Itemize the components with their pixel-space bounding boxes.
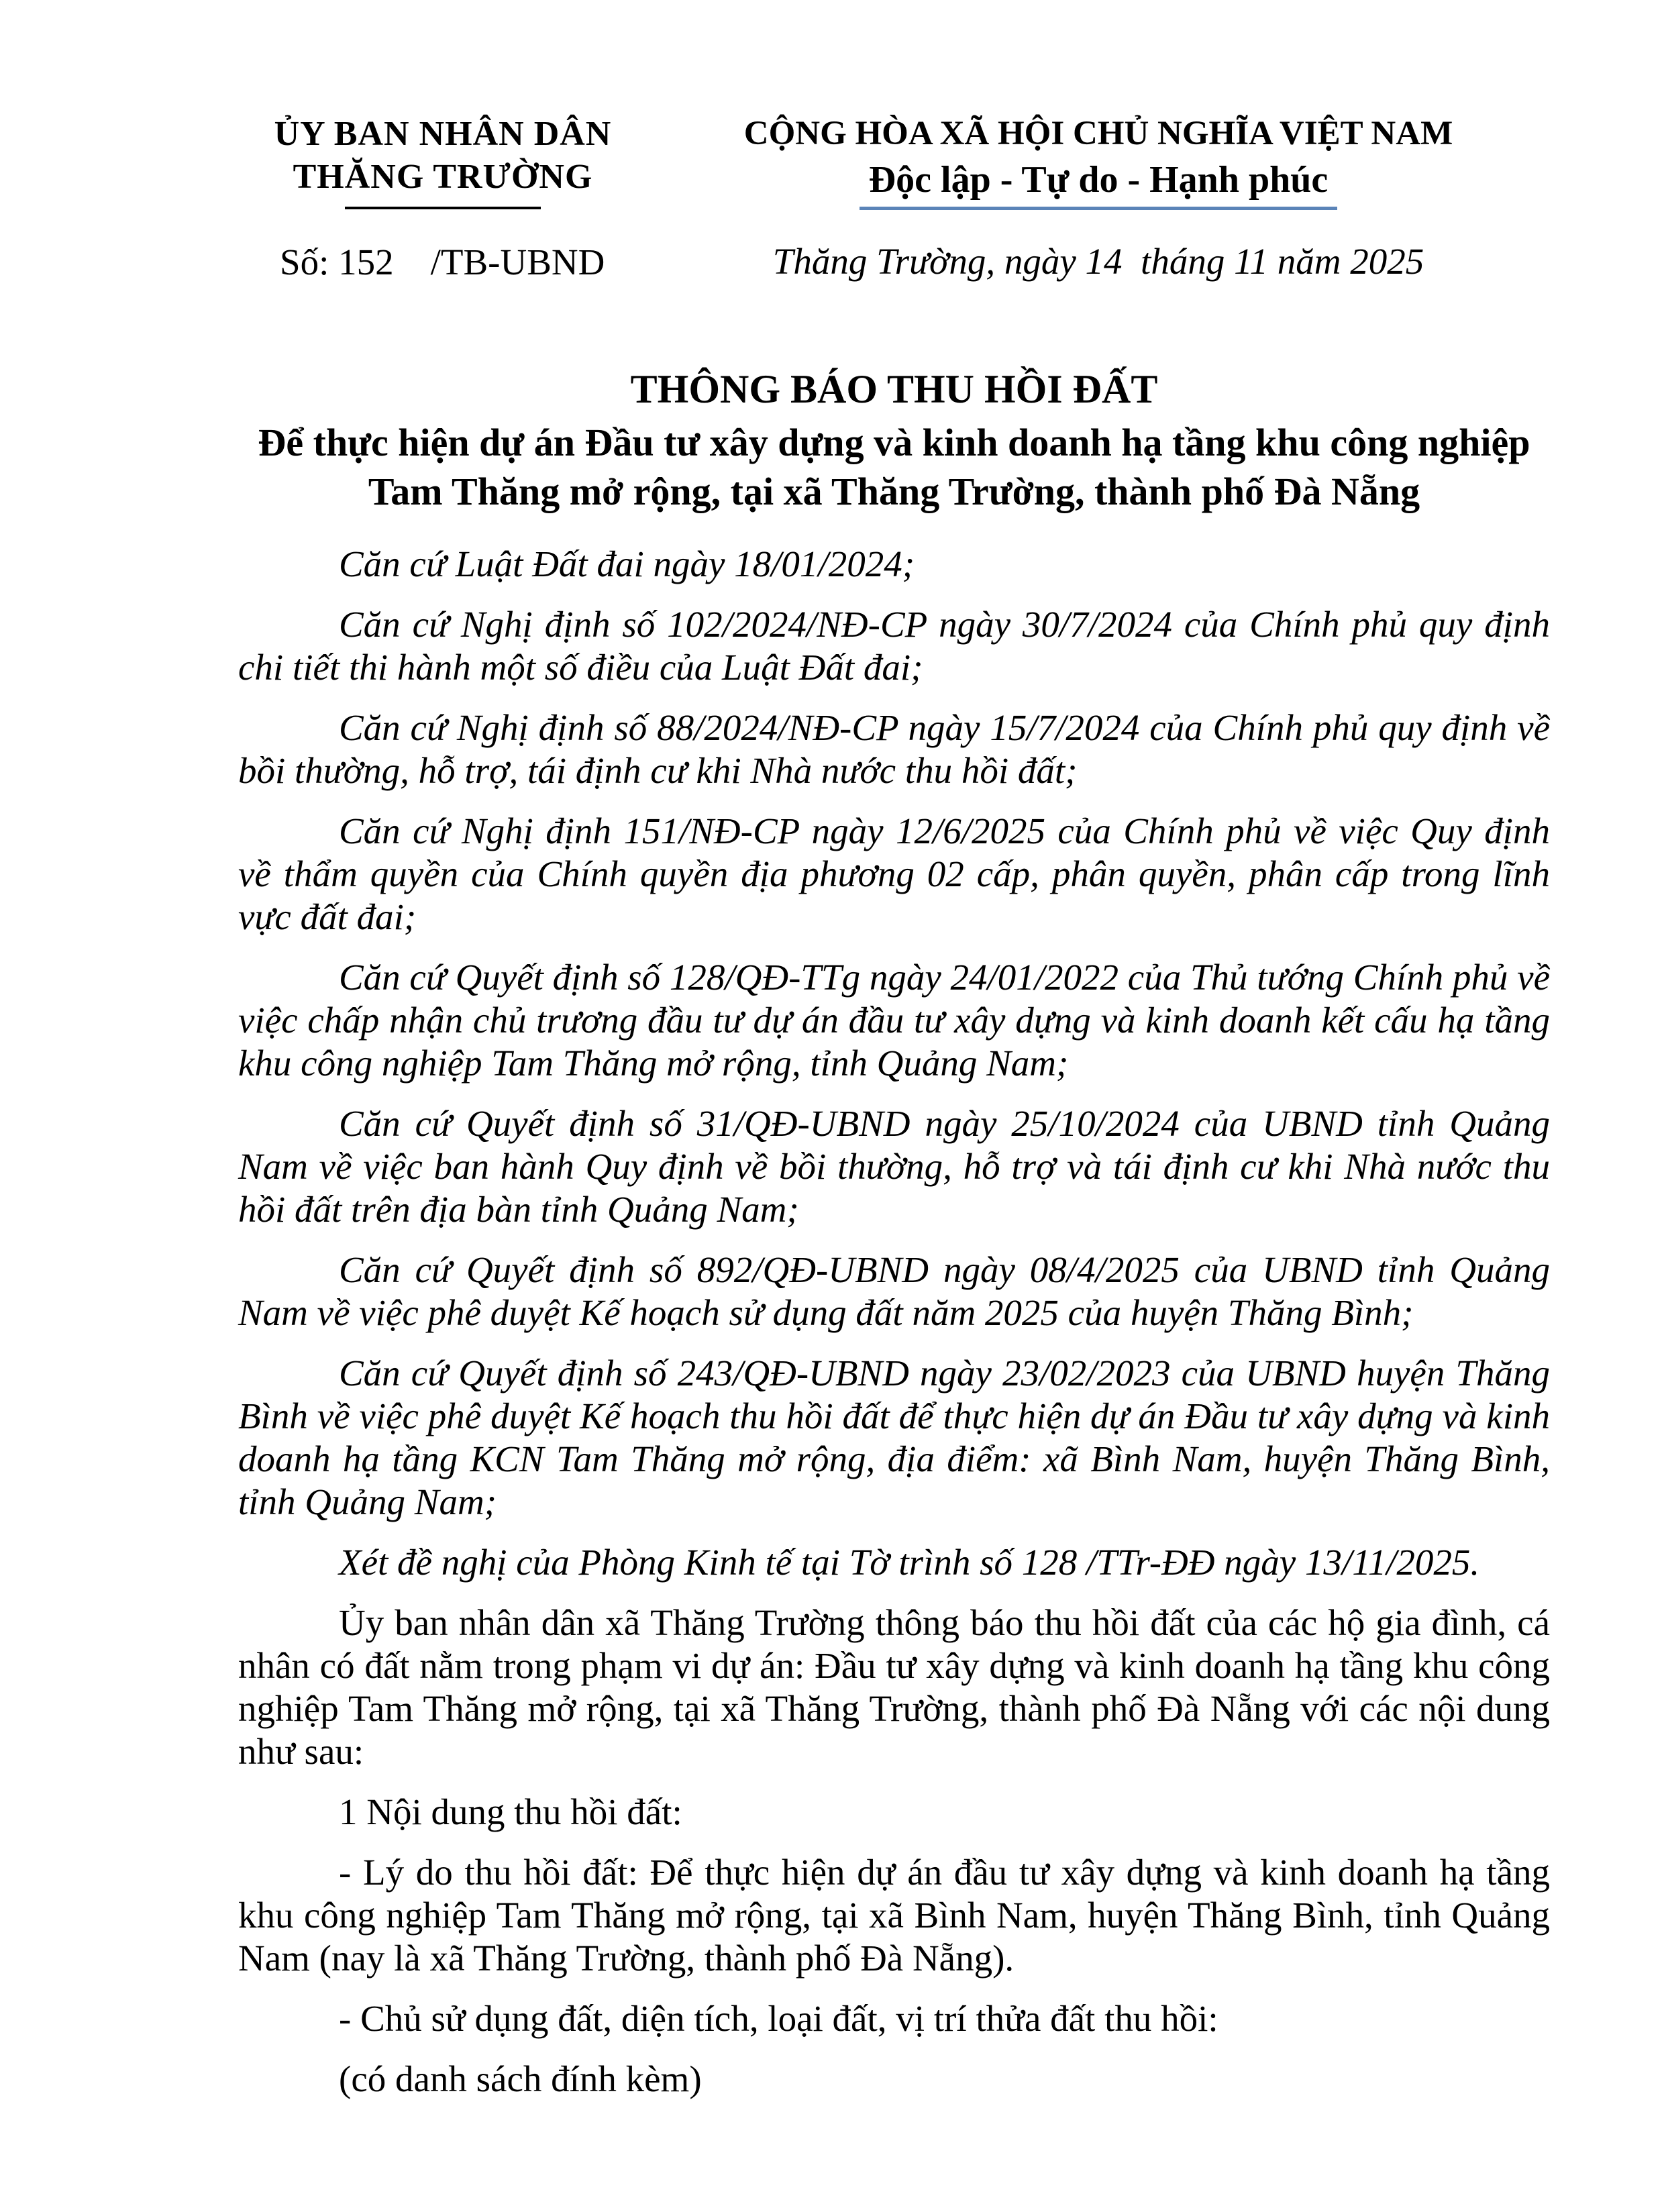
legal-basis-paragraph: Căn cứ Quyết định số 128/QĐ-TTg ngày 24/01/2022 của Thủ tướng Chính phủ về việc chấp nhận chủ trương đầu tư dự án đầu tư xây dựng và kinh doanh kết cấu hạ tầng khu công nghiệp Tam Thăng mở rộng, tỉnh Quảng Nam; [238, 957, 1550, 1084]
legal-basis-paragraph: Căn cứ Nghị định số 88/2024/NĐ-CP ngày 15/7/2024 của Chính phủ quy định về bồi thường, hỗ trợ, tái định cư khi Nhà nước thu hồi đất; [238, 707, 1550, 791]
issuing-authority-name: THĂNG TRƯỜNG [293, 158, 593, 196]
legal-basis-paragraph: Căn cứ Quyết định số 892/QĐ-UBND ngày 08/4/2025 của UBND tỉnh Quảng Nam về việc phê duyệt Kế hoạch sử dụng đất năm 2025 của huyện Thăng Bình; [238, 1249, 1550, 1333]
paragraph-list [238, 543, 1550, 2101]
place-date-line: Thăng Trường, ngày 14 tháng 11 năm 2025 [772, 241, 1424, 282]
reason-paragraph: - Lý do thu hồi đất: Để thực hiện dự án đầu tư xây dựng và kinh doanh hạ tầng khu công nghiệp Tam Thăng mở rộng, tại xã Bình Nam, huyện Thăng Bình, tỉnh Quảng Nam (nay là xã Thăng Trường, thành phố Đà Nẵng). [238, 1852, 1550, 1979]
national-motto: Độc lập - Tự do - Hạnh phúc [868, 159, 1329, 201]
attachment-note: (có danh sách đính kèm) [339, 2058, 702, 2099]
proposal-paragraph: Xét đề nghị của Phòng Kinh tế tại Tờ trình số 128 /TTr-ĐĐ ngày 13/11/2025. [339, 1542, 1480, 1583]
legal-basis-paragraph: Căn cứ Quyết định số 243/QĐ-UBND ngày 23/02/2023 của UBND huyện Thăng Bình về việc phê duyệt Kế hoạch thu hồi đất để thực hiện dự án Đầu tư xây dựng và kinh doanh hạ tầng KCN Tam Thăng mở rộng, địa điểm: xã Bình Nam, huyện Thăng Bình, tỉnh Quảng Nam; [238, 1353, 1550, 1522]
legal-basis-paragraph: Căn cứ Quyết định số 31/QĐ-UBND ngày 25/10/2024 của UBND tỉnh Quảng Nam về việc ban hành Quy định về bồi thường, hỗ trợ và tái định cư khi Nhà nước thu hồi đất trên địa bàn tỉnh Quảng Nam; [238, 1103, 1550, 1230]
legal-basis-paragraph: Căn cứ Nghị định số 102/2024/NĐ-CP ngày 30/7/2024 của Chính phủ quy định chi tiết thi hành một số điều của Luật Đất đai; [238, 604, 1550, 688]
announcement-paragraph: Ủy ban nhân dân xã Thăng Trường thông báo thu hồi đất của các hộ gia đình, cá nhân có đất nằm trong phạm vi dự án: Đầu tư xây dựng và kinh doanh hạ tầng khu công nghiệp Tam Thăng mở rộng, tại xã Thăng Trường, thành phố Đà Nẵng với các nội dung như sau: [238, 1602, 1550, 1772]
issuing-authority-parent: ỦY BAN NHÂN DÂN [274, 115, 612, 153]
land-user-paragraph: - Chủ sử dụng đất, diện tích, loại đất, vị trí thửa đất thu hồi: [339, 1998, 1218, 2039]
document-subtitle-line1: Để thực hiện dự án Đầu tư xây dựng và kinh doanh hạ tầng khu công nghiệp [258, 421, 1530, 464]
national-name: CỘNG HÒA XÃ HỘI CHỦ NGHĨA VIỆT NAM [743, 115, 1453, 152]
document-subtitle-line2: Tam Thăng mở rộng, tại xã Thăng Trường, thành phố Đà Nẵng [368, 470, 1420, 513]
document-number: Số: 152 /TB-UBND [280, 242, 605, 282]
section-heading: 1 Nội dung thu hồi đất: [339, 1791, 682, 1832]
legal-basis-paragraph: Căn cứ Nghị định 151/NĐ-CP ngày 12/6/2025 của Chính phủ về việc Quy định về thẩm quyền của Chính quyền địa phương 02 cấp, phân quyền, phân cấp trong lĩnh vực đất đai; [238, 810, 1550, 937]
document-title: THÔNG BÁO THU HỒI ĐẤT [630, 367, 1158, 411]
document-subtitle [238, 418, 1550, 516]
legal-basis-paragraph: Căn cứ Luật Đất đai ngày 18/01/2024; [339, 543, 915, 584]
